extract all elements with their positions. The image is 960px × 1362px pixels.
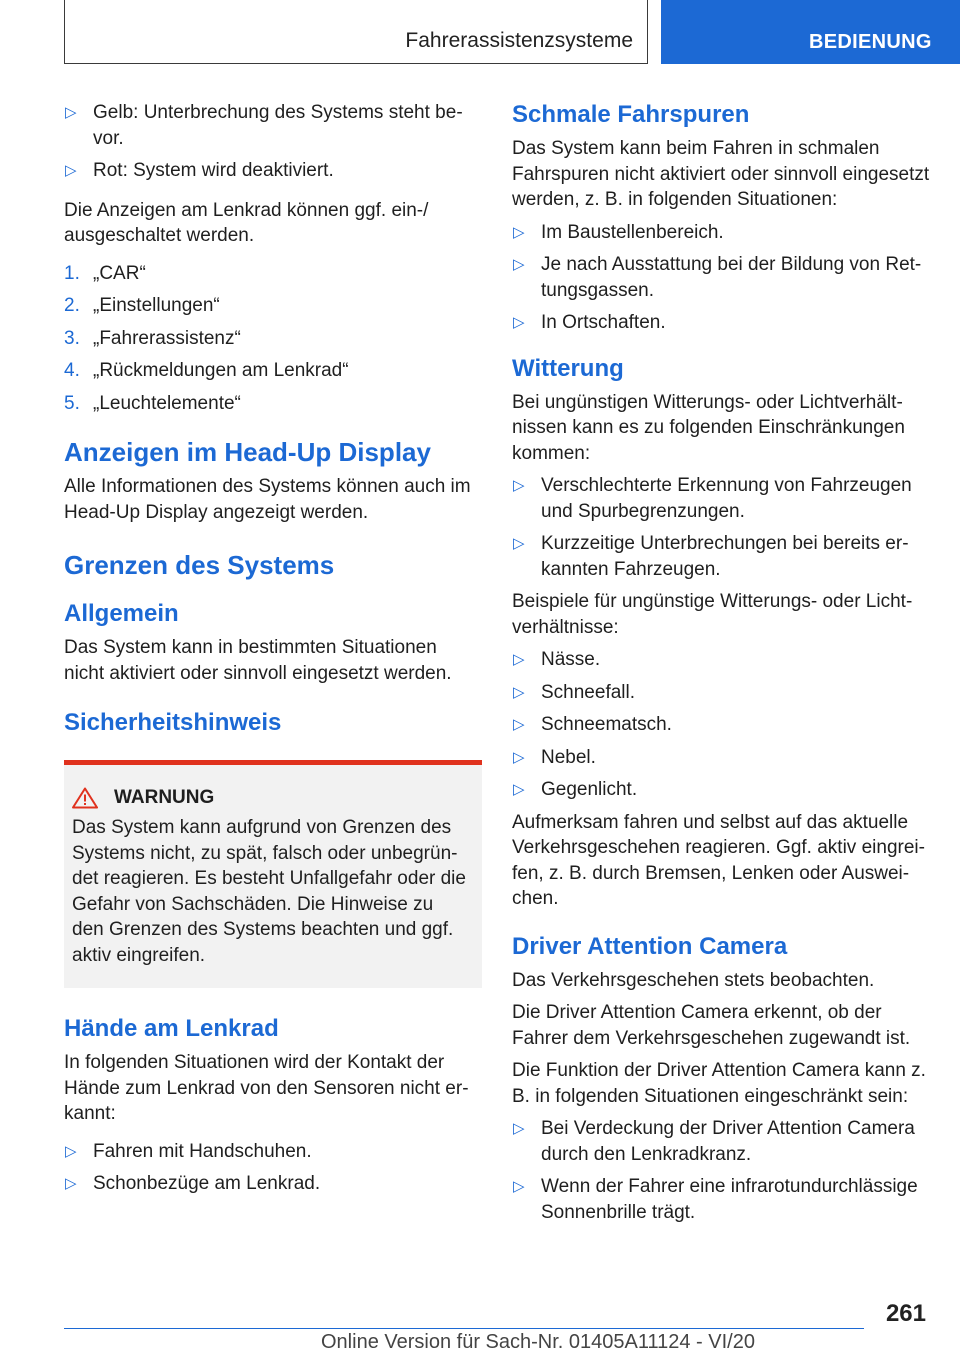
paragraph: Beispiele für ungünstige Witterungs- oder Lichtverhältnisse: (512, 591, 913, 638)
bullet-triangle-icon: ▷ (513, 781, 525, 798)
warning-title: WARNUNG (72, 787, 470, 809)
bullet-triangle-icon: ▷ (65, 1175, 77, 1192)
list-item: ▷ Bei Verdeckung der Driver Attention Camera durch den Lenkradkranz. (513, 1118, 915, 1165)
list-item: ▷ Gegenlicht. (512, 777, 932, 803)
list-item: ▷ In Ortschaften. (512, 310, 932, 336)
bullet-triangle-icon: ▷ (513, 477, 525, 494)
paragraph: Das Verkehrsgeschehen stets beobachten. (512, 969, 875, 991)
heading-driver-attention-camera: Driver Attention Camera (512, 932, 788, 960)
list-item: ▷ Nebel. (512, 745, 932, 771)
warning-box (64, 760, 482, 988)
bullet-triangle-icon: ▷ (513, 1120, 525, 1137)
step-item: 5. „Leuchtelemente“ (64, 392, 241, 414)
footer-rule (64, 1328, 864, 1329)
list-item: ▷ Schneematsch. (512, 712, 932, 738)
bullet-triangle-icon: ▷ (513, 256, 525, 273)
header-section-box (64, 0, 648, 64)
header-section-title: Fahrerassistenzsysteme (405, 29, 633, 52)
list-item: ▷ Kurzzeitige Unterbrechungen bei bereits erkannten Fahrzeugen. (513, 533, 909, 580)
list-item: ▷ Gelb: Unterbrechung des Systems steht bevor. (65, 102, 463, 149)
heading-grenzen: Grenzen des Systems (64, 550, 335, 580)
warning-triangle-icon (72, 787, 98, 809)
heading-hud: Anzeigen im Head-Up Display (64, 437, 431, 467)
bullet-triangle-icon: ▷ (65, 104, 77, 121)
left-column (64, 100, 482, 1204)
bullet-triangle-icon: ▷ (513, 651, 525, 668)
page-number: 261 (885, 1300, 926, 1327)
list-item: ▷ Rot: System wird deaktiviert. (64, 158, 482, 184)
paragraph: Die Funktion der Driver Attention Camera kann z. B. in folgenden Situationen eingeschränkt sein: (512, 1060, 926, 1107)
step-item: 1. „CAR“ (64, 262, 146, 284)
list-item: ▷ Wenn der Fahrer eine infrarotundurchlässige Sonnenbrille trägt. (513, 1176, 918, 1223)
heading-allgemein: Allgemein (64, 600, 179, 627)
bullet-triangle-icon: ▷ (513, 223, 525, 241)
header-tab-bedienung[interactable]: BEDIENUNG (661, 0, 960, 64)
right-column (512, 100, 932, 1232)
paragraph: Alle Informationen des Systems können auch im Head-Up Display angezeigt werden. (64, 476, 471, 523)
step-item: 4. „Rückmeldungen am Lenkrad“ (64, 360, 349, 381)
heading-haende: Hände am Lenkrad (64, 1015, 279, 1042)
list-item: ▷ Schneefall. (512, 680, 932, 706)
bullet-triangle-icon: ▷ (513, 716, 525, 733)
heading-witterung: Witterung (512, 354, 624, 382)
bullet-triangle-icon: ▷ (513, 314, 525, 331)
bullet-triangle-icon: ▷ (513, 535, 525, 552)
bullet-triangle-icon: ▷ (513, 683, 525, 701)
warning-text: Das System kann aufgrund von Grenzen des Systems nicht, zu spät, falsch oder unbegründet reagieren. Es besteht Unfallgefahr oder die Gefahr von Sachschäden. Die Hinweise zu den Grenzen des Systems beachten und ggf. aktiv eingreifen. (72, 817, 466, 966)
list-item: ▷ Fahren mit Handschuhen. (64, 1139, 482, 1165)
step-item: 3. „Fahrerassistenz“ (64, 327, 241, 349)
paragraph: Bei ungünstigen Witterungs- oder Lichtverhältnissen kann es zu folgenden Einschränkungen kommen: (512, 391, 905, 464)
heading-sicherheitshinweis: Sicherheitshinweis (64, 709, 282, 736)
paragraph: Die Anzeigen am Lenkrad können ggf. ein-/ ausgeschaltet werden. (64, 199, 429, 246)
step-item: 2. „Einstellungen“ (64, 295, 220, 316)
bullet-triangle-icon: ▷ (65, 1142, 77, 1160)
list-item: ▷ Verschlechterte Erkennung von Fahrzeugen und Spurbegrenzungen. (513, 475, 912, 522)
list-item: ▷ Im Baustellenbereich. (512, 220, 932, 246)
footer-text: Online Version für Sach-Nr. 01405A11124 - VI/20 (321, 1331, 755, 1353)
paragraph: Das System kann in bestimmten Situationen nicht aktiviert oder sinnvoll eingesetzt werden. (64, 637, 452, 684)
paragraph: Aufmerksam fahren und selbst auf das aktuelle Verkehrsgeschehen reagieren. Ggf. aktiv eingreifen, z. B. durch Bremsen, Lenken oder Ausweichen. (512, 811, 925, 909)
list-item: ▷ Schonbezüge am Lenkrad. (64, 1171, 482, 1197)
bullet-triangle-icon: ▷ (513, 748, 525, 766)
paragraph: In folgenden Situationen wird der Kontakt der Hände zum Lenkrad von den Sensoren nicht erkannt: (64, 1052, 469, 1124)
paragraph: Das System kann beim Fahren in schmalen Fahrspuren nicht aktiviert oder sinnvoll eingesetzt werden, z. B. in folgenden Situationen: (512, 138, 930, 210)
list-item: ▷ Je nach Ausstattung bei der Bildung von Rettungsgassen. (513, 254, 922, 301)
bullet-triangle-icon: ▷ (65, 162, 77, 179)
list-item: ▷ Nässe. (512, 647, 932, 673)
paragraph: Die Driver Attention Camera erkennt, ob der Fahrer dem Verkehrsgeschehen zugewandt ist. (512, 1002, 911, 1049)
heading-schmale-fahrspuren: Schmale Fahrspuren (512, 101, 750, 128)
bullet-triangle-icon: ▷ (513, 1178, 525, 1195)
